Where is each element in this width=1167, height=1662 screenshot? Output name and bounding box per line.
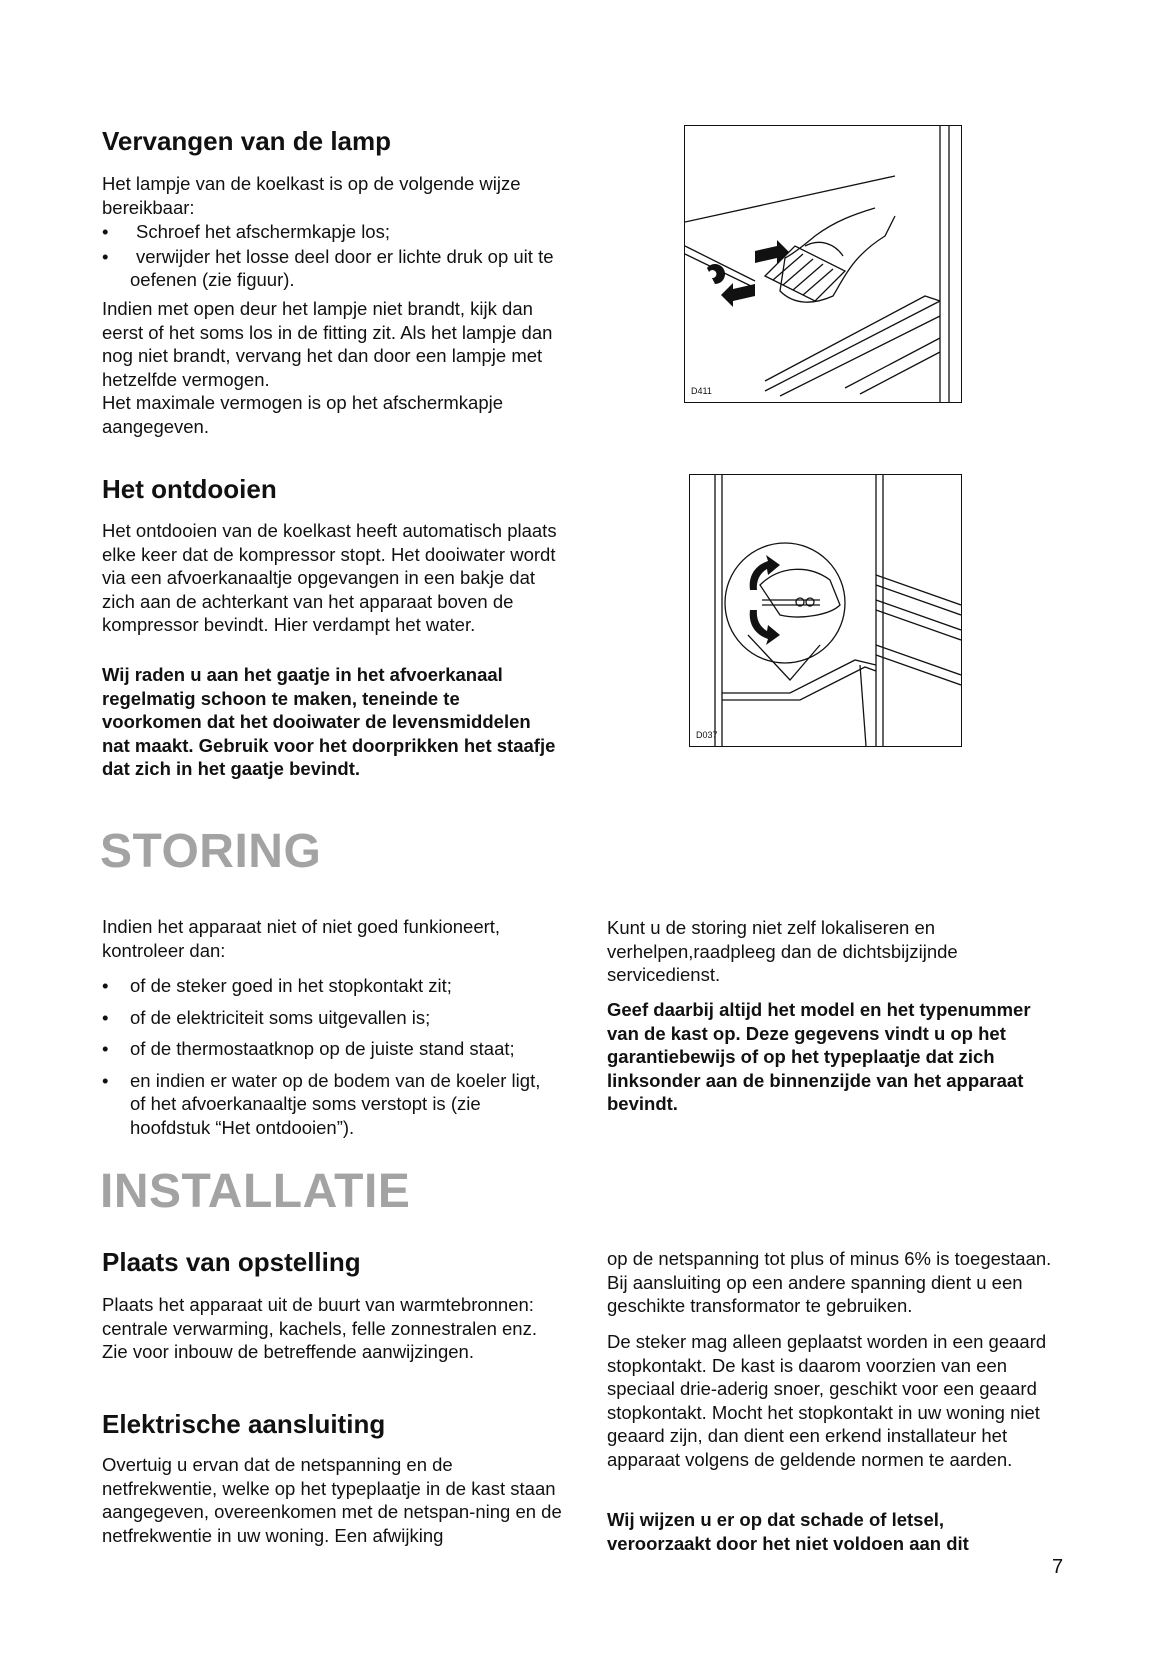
list-item <box>102 1069 552 1140</box>
storing-heading: STORING <box>100 825 322 878</box>
storing-service-text: Kunt u de storing niet zelf lokaliseren en verhelpen,raadpleeg dan de dichtsbijzijnde servicedienst. <box>607 917 958 985</box>
bullet-icon: • <box>102 1069 109 1091</box>
page-number: 7 <box>1052 1556 1064 1578</box>
defrost-paragraph: Het ontdooien van de koelkast heeft automatisch plaats elke keer dat de kompressor stopt. Het dooiwater wordt via een afvoerkanaaltje opgevangen in een bakje dat zich aan de achterkant van het apparaat boven de kompressor bevindt. Hier verdampt het water. <box>102 520 557 635</box>
electrical-text: Overtuig u ervan dat de netspanning en de netfrekwentie, welke op het typeplaatje in de kast staan aangegeven, overeenkomen met de netspan-ning en de netfrekwentie in uw woning. Een afwijking <box>102 1454 562 1546</box>
defrost-title: Het ontdooien <box>102 474 277 504</box>
installatie-grounding-text: De steker mag alleen geplaatst worden in een geaard stopkontakt. De kast is daarom voorzien van een speciaal drie-aderig snoer, geschikt voor een geaard stopkontakt. Mocht het stopkontakt in uw woning niet geaard zijn, dan dient een erkend installateur het apparaat volgens de geldende normen te aarden. <box>607 1331 1047 1470</box>
defrost-illustration <box>690 475 961 746</box>
list-item <box>102 1006 552 1030</box>
list-item <box>102 220 562 244</box>
figure-code: D411 <box>691 386 712 396</box>
bullet-icon: • <box>102 1006 109 1028</box>
installatie-voltage-text: op de netspanning tot plus of minus 6% is toegestaan. Bij aansluiting op een andere spanning dient u een geschikte transformator te gebruiken. <box>607 1248 1052 1316</box>
electrical-title: Elektrische aansluiting <box>102 1409 386 1439</box>
list-item-text: of de elektriciteit soms uitgevallen is; <box>130 1006 431 1028</box>
placement-text: Plaats het apparaat uit de buurt van warmtebronnen: centrale verwarming, kachels, felle zonnestralen enz. Zie voor inbouw de betreffende aanwijzingen. <box>102 1294 537 1362</box>
list-item-text: en indien er water op de bodem van de koeler ligt, of het afvoerkanaaltje soms verstopt is (zie hoofdstuk “Het ontdooien”). <box>130 1069 541 1138</box>
defrost-figure <box>689 474 962 747</box>
bullet-icon: • <box>102 1038 109 1059</box>
installatie-heading: INSTALLATIE <box>100 1165 411 1218</box>
list-item-text: verwijder het losse deel door er lichte druk op uit te oefenen (zie figuur). <box>130 245 554 290</box>
lamp-paragraph: Indien met open deur het lampje niet brandt, kijk dan eerst of het soms los in de fitting zit. Als het lampje dan nog niet brandt, vervang het dan door een lampje met hetzelfde vermogen. <box>102 298 553 390</box>
list-item-text: Schroef het afschermkapje los; <box>136 221 390 242</box>
list-item-text: of de thermostaatknop op de juiste stand staat; <box>130 1038 515 1059</box>
list-item <box>102 245 562 292</box>
storing-intro: Indien het apparaat niet of niet goed funkioneert, kontroleer dan: <box>102 916 501 961</box>
figure-code: D037 <box>696 730 718 740</box>
lamp-title: Vervangen van de lamp <box>102 126 392 156</box>
lamp-bullets <box>102 220 562 292</box>
storing-checklist <box>102 974 552 1139</box>
storing-model-info: Geef daarbij altijd het model en het typenummer van de kast op. Deze gegevens vindt u op het garantiebewijs of op het typeplaatje dat zich linksonder aan de binnenzijde van het apparaat bevindt. <box>607 999 1031 1114</box>
lamp-paragraph: Het maximale vermogen is op het afschermkapje aangegeven. <box>102 392 504 437</box>
bullet-icon: • <box>102 245 109 267</box>
list-item <box>102 974 552 998</box>
defrost-warning: Wij raden u aan het gaatje in het afvoerkanaal regelmatig schoon te maken, teneinde te voorkomen dat het dooiwater de levensmiddelen nat maakt. Gebruik voor het doorprikken het staafje dat zich in het gaatje bevindt. <box>102 664 556 779</box>
lamp-intro: Het lampje van de koelkast is op de volgende wijze bereikbaar: <box>102 173 521 218</box>
list-item <box>102 1037 552 1061</box>
placement-title: Plaats van opstelling <box>102 1247 361 1277</box>
bullet-icon: • <box>102 975 109 996</box>
lamp-figure <box>684 125 962 403</box>
lamp-illustration <box>685 126 961 402</box>
bullet-icon: • <box>102 221 109 242</box>
list-item-text: of de steker goed in het stopkontakt zit; <box>130 975 452 996</box>
installatie-liability-text: Wij wijzen u er op dat schade of letsel, veroorzaakt door het niet voldoen aan dit <box>607 1509 969 1554</box>
